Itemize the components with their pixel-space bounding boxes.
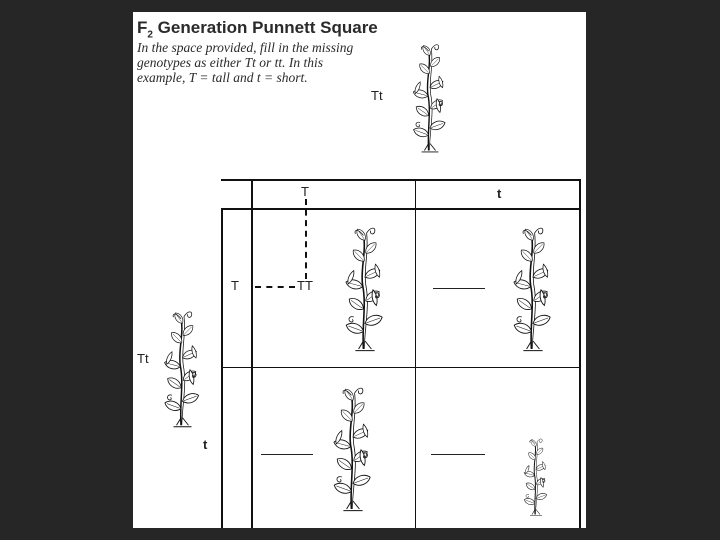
column-allele-1: T	[301, 184, 309, 199]
row-allele-1: T	[231, 278, 239, 293]
grid-right-border	[579, 179, 581, 528]
instructions: In the space provided, fill in the missing genotypes as either Tt or tt. In this example, T = tall and t = short.	[137, 40, 354, 85]
grid-outer-left-border	[221, 208, 223, 528]
left-parent-plant	[145, 294, 220, 444]
top-parent-genotype: Tt	[371, 88, 383, 103]
grid-top-border	[221, 179, 580, 181]
top-parent-plant	[395, 26, 465, 170]
genotype-blank-bottom-left[interactable]	[261, 454, 313, 455]
cell-plant-tall	[493, 214, 573, 364]
row-allele-2: t	[203, 437, 208, 452]
grid-middle-horizontal	[221, 367, 580, 368]
grid-left-column-border	[251, 179, 253, 528]
cell-plant-short	[511, 434, 561, 520]
cell-plant-tall	[325, 214, 405, 364]
page-title: $F_2$ Generation Punnett Square	[137, 18, 378, 41]
cell-genotype-TT: TT	[297, 278, 313, 293]
genotype-blank-top-right[interactable]	[433, 288, 485, 289]
worksheet	[133, 12, 586, 528]
left-parent-genotype: Tt	[137, 351, 149, 366]
grid-middle-vertical	[415, 179, 416, 528]
guide-from-column-allele	[305, 199, 307, 279]
cell-plant-tall	[313, 374, 393, 524]
column-allele-2: t	[497, 186, 502, 201]
guide-from-row-allele	[255, 286, 295, 288]
genotype-blank-bottom-right[interactable]	[431, 454, 485, 455]
grid-header-divider	[221, 208, 580, 210]
